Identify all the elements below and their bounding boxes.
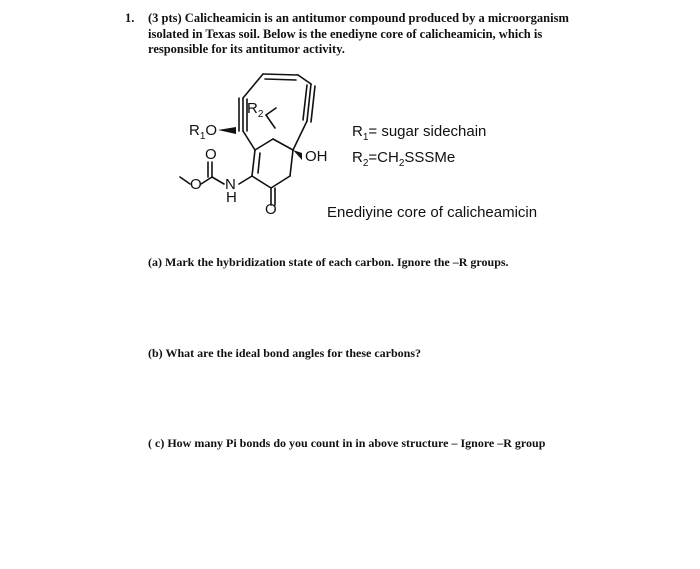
bond xyxy=(243,74,263,98)
r2-legend: $R_2=CH_2SSSMe$ xyxy=(352,149,456,169)
bond xyxy=(303,85,307,120)
wedge-bond xyxy=(293,150,302,160)
bond xyxy=(243,131,255,150)
ketone-o-label: O xyxy=(265,201,277,218)
bond xyxy=(212,177,224,184)
nh-n-label: N xyxy=(225,176,236,193)
wedge-bond xyxy=(218,127,236,134)
r1-legend: $R_1=$ sugar sidechain xyxy=(352,123,487,143)
part-a: (a) Mark the hybridization state of each carbon. Ignore the –R groups. xyxy=(148,255,509,269)
bond xyxy=(273,139,293,150)
bond xyxy=(298,75,311,84)
ester-o-label: O xyxy=(190,176,202,193)
r2-label: $R_2$ xyxy=(247,100,264,120)
bond xyxy=(263,74,298,75)
intro-line-2: isolated in Texas soil. Below is the enediyne core of calicheamicin, which is xyxy=(148,26,543,41)
bond xyxy=(290,150,293,176)
nh-h-label: H xyxy=(226,189,237,206)
bond xyxy=(307,84,311,121)
bond xyxy=(180,177,190,184)
bond xyxy=(252,150,255,176)
bond xyxy=(271,176,290,188)
oh-label: OH xyxy=(305,148,328,165)
r1o-label: $R_1O$ xyxy=(189,122,218,142)
structure-caption: Enediyine core of calicheamicin xyxy=(327,204,538,221)
question-number: 1. xyxy=(125,11,135,25)
bond xyxy=(255,139,273,150)
bond xyxy=(265,79,296,80)
carbonyl-o-label: O xyxy=(205,146,217,163)
bond xyxy=(266,115,275,128)
bond xyxy=(239,176,252,184)
intro-line-3: responsible for its antitumor activity. xyxy=(148,42,345,56)
bond xyxy=(258,153,260,173)
bond xyxy=(266,108,276,115)
bond xyxy=(293,121,307,150)
bond xyxy=(252,176,271,188)
bond xyxy=(201,177,212,184)
bond xyxy=(311,86,315,122)
part-c: ( c) How many Pi bonds do you count in in above structure – Ignore –R group xyxy=(148,436,546,450)
part-b: (b) What are the ideal bond angles for these carbons? xyxy=(148,346,422,360)
intro-line-1: (3 pts) Calicheamicin is an antitumor compound produced by a microorganism xyxy=(148,11,569,25)
